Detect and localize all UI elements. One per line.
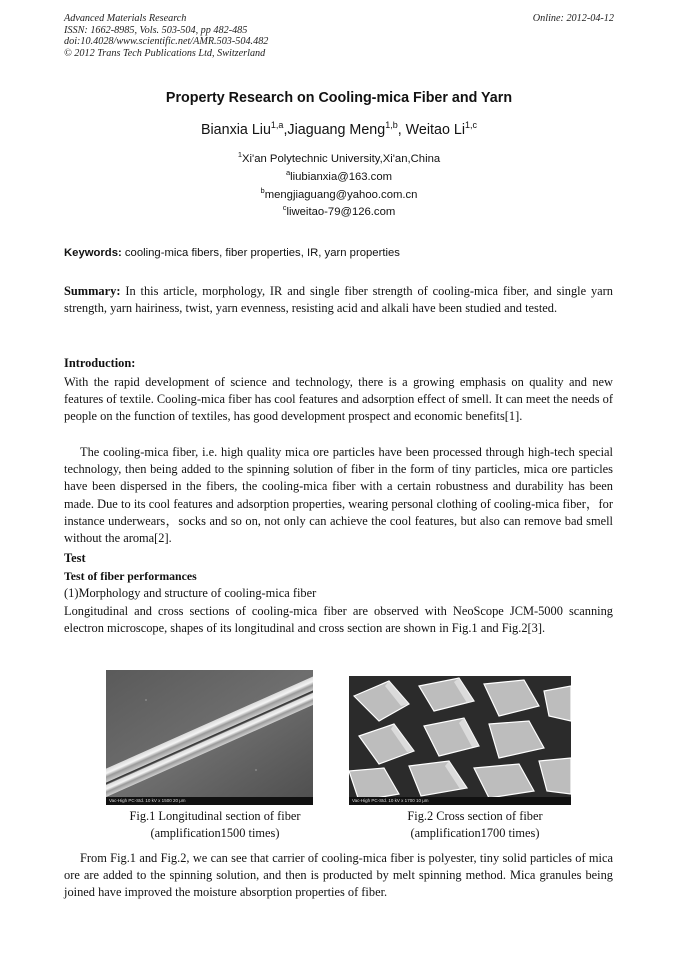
doi-line: doi:10.4028/www.scientific.net/AMR.503-504.482 bbox=[64, 36, 269, 48]
keywords bbox=[64, 247, 400, 259]
author-name: Weitao Li bbox=[405, 122, 466, 138]
fig2-scale-bar: Vac-High PC-Std. 10 kV x 1700 10 μm bbox=[349, 797, 571, 805]
keywords-label: Keywords: bbox=[64, 247, 122, 259]
issn-line: ISSN: 1662-8985, Vols. 503-504, pp 482-485 bbox=[64, 24, 248, 36]
author-list: Bianxia Liu$^{1,a}$,Jiaguang Meng$^{1,b}$, Weitao Li$^{1,c}$ bbox=[200, 120, 478, 138]
author-name: Jiaguang Meng bbox=[287, 122, 386, 138]
test-item: (1)Morphology and structure of cooling-mica fiber bbox=[64, 586, 317, 600]
paper-title: Property Research on Cooling-mica Fiber and Yarn bbox=[165, 90, 513, 106]
summary-text: In this article, morphology, IR and single fiber strength of cooling-mica fiber, and single yarn strength, yarn hairiness, twist, yarn evenness, resisting acid and alkali have been studied and tested. bbox=[64, 284, 613, 316]
fig1-longitudinal-fiber-image bbox=[106, 670, 313, 805]
fig2-caption bbox=[355, 808, 595, 842]
email-text: liweitao-79@126.com bbox=[286, 206, 396, 218]
affiliation-line bbox=[0, 150, 678, 165]
author-name: Bianxia Liu bbox=[200, 122, 271, 138]
email-sup: b bbox=[260, 186, 265, 195]
test-paragraph: Longitudinal and cross sections of cooling-mica fiber are observed with NeoScope JCM-5000 scanning electron microscope, shapes of its longitudinal and cross section are shown in Fig.1 and Fig.2[3]. bbox=[64, 604, 613, 636]
author-sup: 1,a bbox=[270, 120, 284, 130]
author-sup: 1,b bbox=[385, 120, 398, 130]
fig1-sem-image bbox=[106, 670, 313, 805]
fig1-caption-title: Fig.1 Longitudinal section of fiber bbox=[129, 809, 301, 823]
figures-discussion-paragraph: From Fig.1 and Fig.2, we can see that carrier of cooling-mica fiber is polyester, tiny solid particles of mica ore are added to the spinning solution, and then is producted by melt spinning method. Mica granules being joined have improved the moisture absorption properties of fiber. bbox=[64, 851, 613, 900]
fig2-sem-image bbox=[349, 676, 571, 805]
email-sup: a bbox=[285, 168, 291, 177]
email-text: liubianxia@163.com bbox=[290, 171, 393, 183]
summary-label: Summary: bbox=[64, 284, 121, 298]
fig2-caption-title: Fig.2 Cross section of fiber bbox=[407, 809, 543, 823]
email-sup: c bbox=[282, 203, 287, 212]
email-line bbox=[0, 203, 678, 218]
fig2-caption-detail: (amplification1700 times) bbox=[410, 826, 540, 840]
online-date: Online: 2012-04-12 bbox=[532, 13, 614, 24]
keywords-text: cooling-mica fibers, fiber properties, IR, yarn properties bbox=[121, 247, 400, 259]
email-text: mengjiaguang@yahoo.com.cn bbox=[264, 189, 418, 201]
introduction-paragraph-1: With the rapid development of science and technology, there is a growing emphasis on quality and new features of textile. Cooling-mica fiber has cool features and adsorption effect of smell. It can meet the needs of people on the function of textiles, has good development prospect and economic benefits[1]. bbox=[64, 375, 613, 424]
introduction-paragraph-2: The cooling-mica fiber, i.e. high quality mica ore particles have been processed through high-tech special technology, then being added to the spinning solution of fiber in the form of tiny particles, mica ore particles have been dispersed in the fibers, the cooling-mica fiber with a certain robustness and durability has been made. Due to its cool features and adsorption properties, wearing personal clothing of cooling-mica fiber，for instance underwears，socks and so on, not only can achieve the cool features, but also can remove bad smell without the aroma[2]. bbox=[64, 445, 613, 546]
fig2-cross-section-image bbox=[349, 676, 571, 805]
affiliation-sup: 1 bbox=[237, 150, 243, 159]
fig1-caption-detail: (amplification1500 times) bbox=[150, 826, 280, 840]
email-line bbox=[0, 186, 678, 201]
journal-name: Advanced Materials Research bbox=[64, 13, 187, 24]
introduction-heading: Introduction: bbox=[64, 356, 136, 370]
author-sup: 1,c bbox=[465, 120, 478, 130]
fig1-caption bbox=[100, 808, 330, 842]
test-heading: Test bbox=[64, 551, 86, 565]
copyright-line: © 2012 Trans Tech Publications Ltd, Switzerland bbox=[64, 47, 266, 59]
summary-paragraph bbox=[64, 283, 613, 317]
journal-header bbox=[64, 13, 614, 59]
fig1-scale-bar: Vac-High PC-Std. 10 kV x 1500 20 μm bbox=[106, 797, 313, 805]
test-subheading: Test of fiber performances bbox=[64, 569, 197, 583]
email-line bbox=[0, 168, 678, 183]
affiliation-text: Xi'an Polytechnic University,Xi'an,China bbox=[242, 153, 441, 165]
